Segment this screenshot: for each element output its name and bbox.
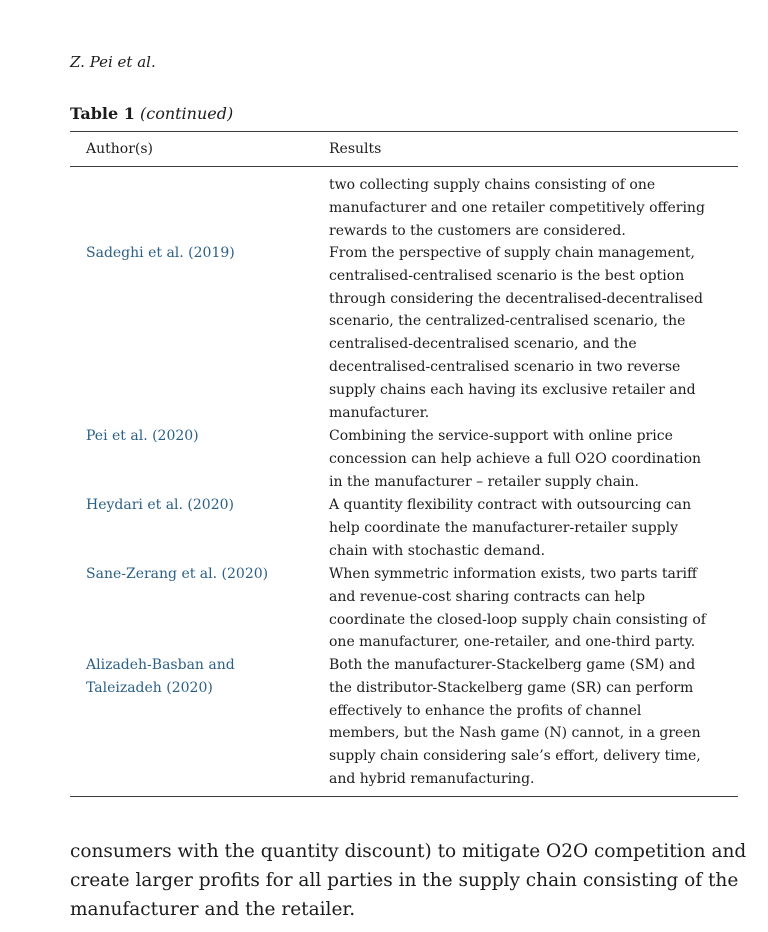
result-sadeghi: From the perspective of supply chain management, centralised-centralised scenario is the best option through considering the decentralised-decentralised scenario, the centralized-centralised scenario, the centralised-decentralised scenario, and the decentralised-centralised scenario in two reverse supply chains each having its exclusive retailer and manufacturer. — [329, 245, 703, 421]
author-pei[interactable]: Pei et al. (2020) — [86, 428, 199, 444]
table-top-rule — [70, 131, 738, 132]
continuation-result: two collecting supply chains consisting of one manufacturer and one retailer competitively offering rewards to the customers are considered. — [329, 177, 705, 239]
table-caption-label: Table 1 — [70, 104, 135, 123]
result-heydari: A quantity flexibility contract with outsourcing can help coordinate the manufacturer-retailer supply chain with stochastic demand. — [329, 497, 692, 559]
table-caption — [70, 104, 233, 123]
header-authors: Author(s) — [86, 141, 153, 157]
author-sadeghi[interactable]: Sadeghi et al. (2019) — [86, 245, 235, 261]
table-header-rule — [70, 166, 738, 167]
table-bottom-rule — [70, 796, 738, 797]
table-caption-suffix: (continued) — [139, 104, 234, 123]
result-pei: Combining the service-support with online price concession can help achieve a full O2O coordination in the manufacturer – retailer supply chain. — [329, 428, 702, 490]
result-alizadeh-basban: Both the manufacturer-Stackelberg game (SM) and the distributor-Stackelberg game (SR) can perform effectively to enhance the profits of channel members, but the Nash game (N) cannot, in a green supply chain considering sale’s effort, delivery time, and hybrid remanufacturing. — [329, 657, 701, 787]
running-head: Z. Pei et al. — [70, 53, 156, 71]
body-paragraph: consumers with the quantity discount) to mitigate O2O competition and create larger profits for all parties in the supply chain consisting of the manufacturer and the retailer. — [70, 841, 747, 920]
header-results: Results — [329, 141, 382, 157]
author-sane-zerang[interactable]: Sane-Zerang et al. (2020) — [86, 566, 269, 582]
result-sane-zerang: When symmetric information exists, two parts tariff and revenue-cost sharing contracts can help coordinate the closed-loop supply chain consisting of one manufacturer, one-retailer, and one-third party. — [329, 566, 706, 651]
author-heydari[interactable]: Heydari et al. (2020) — [86, 497, 234, 513]
author-alizadeh-basban[interactable]: Alizadeh-Basban and Taleizadeh (2020) — [86, 657, 235, 696]
